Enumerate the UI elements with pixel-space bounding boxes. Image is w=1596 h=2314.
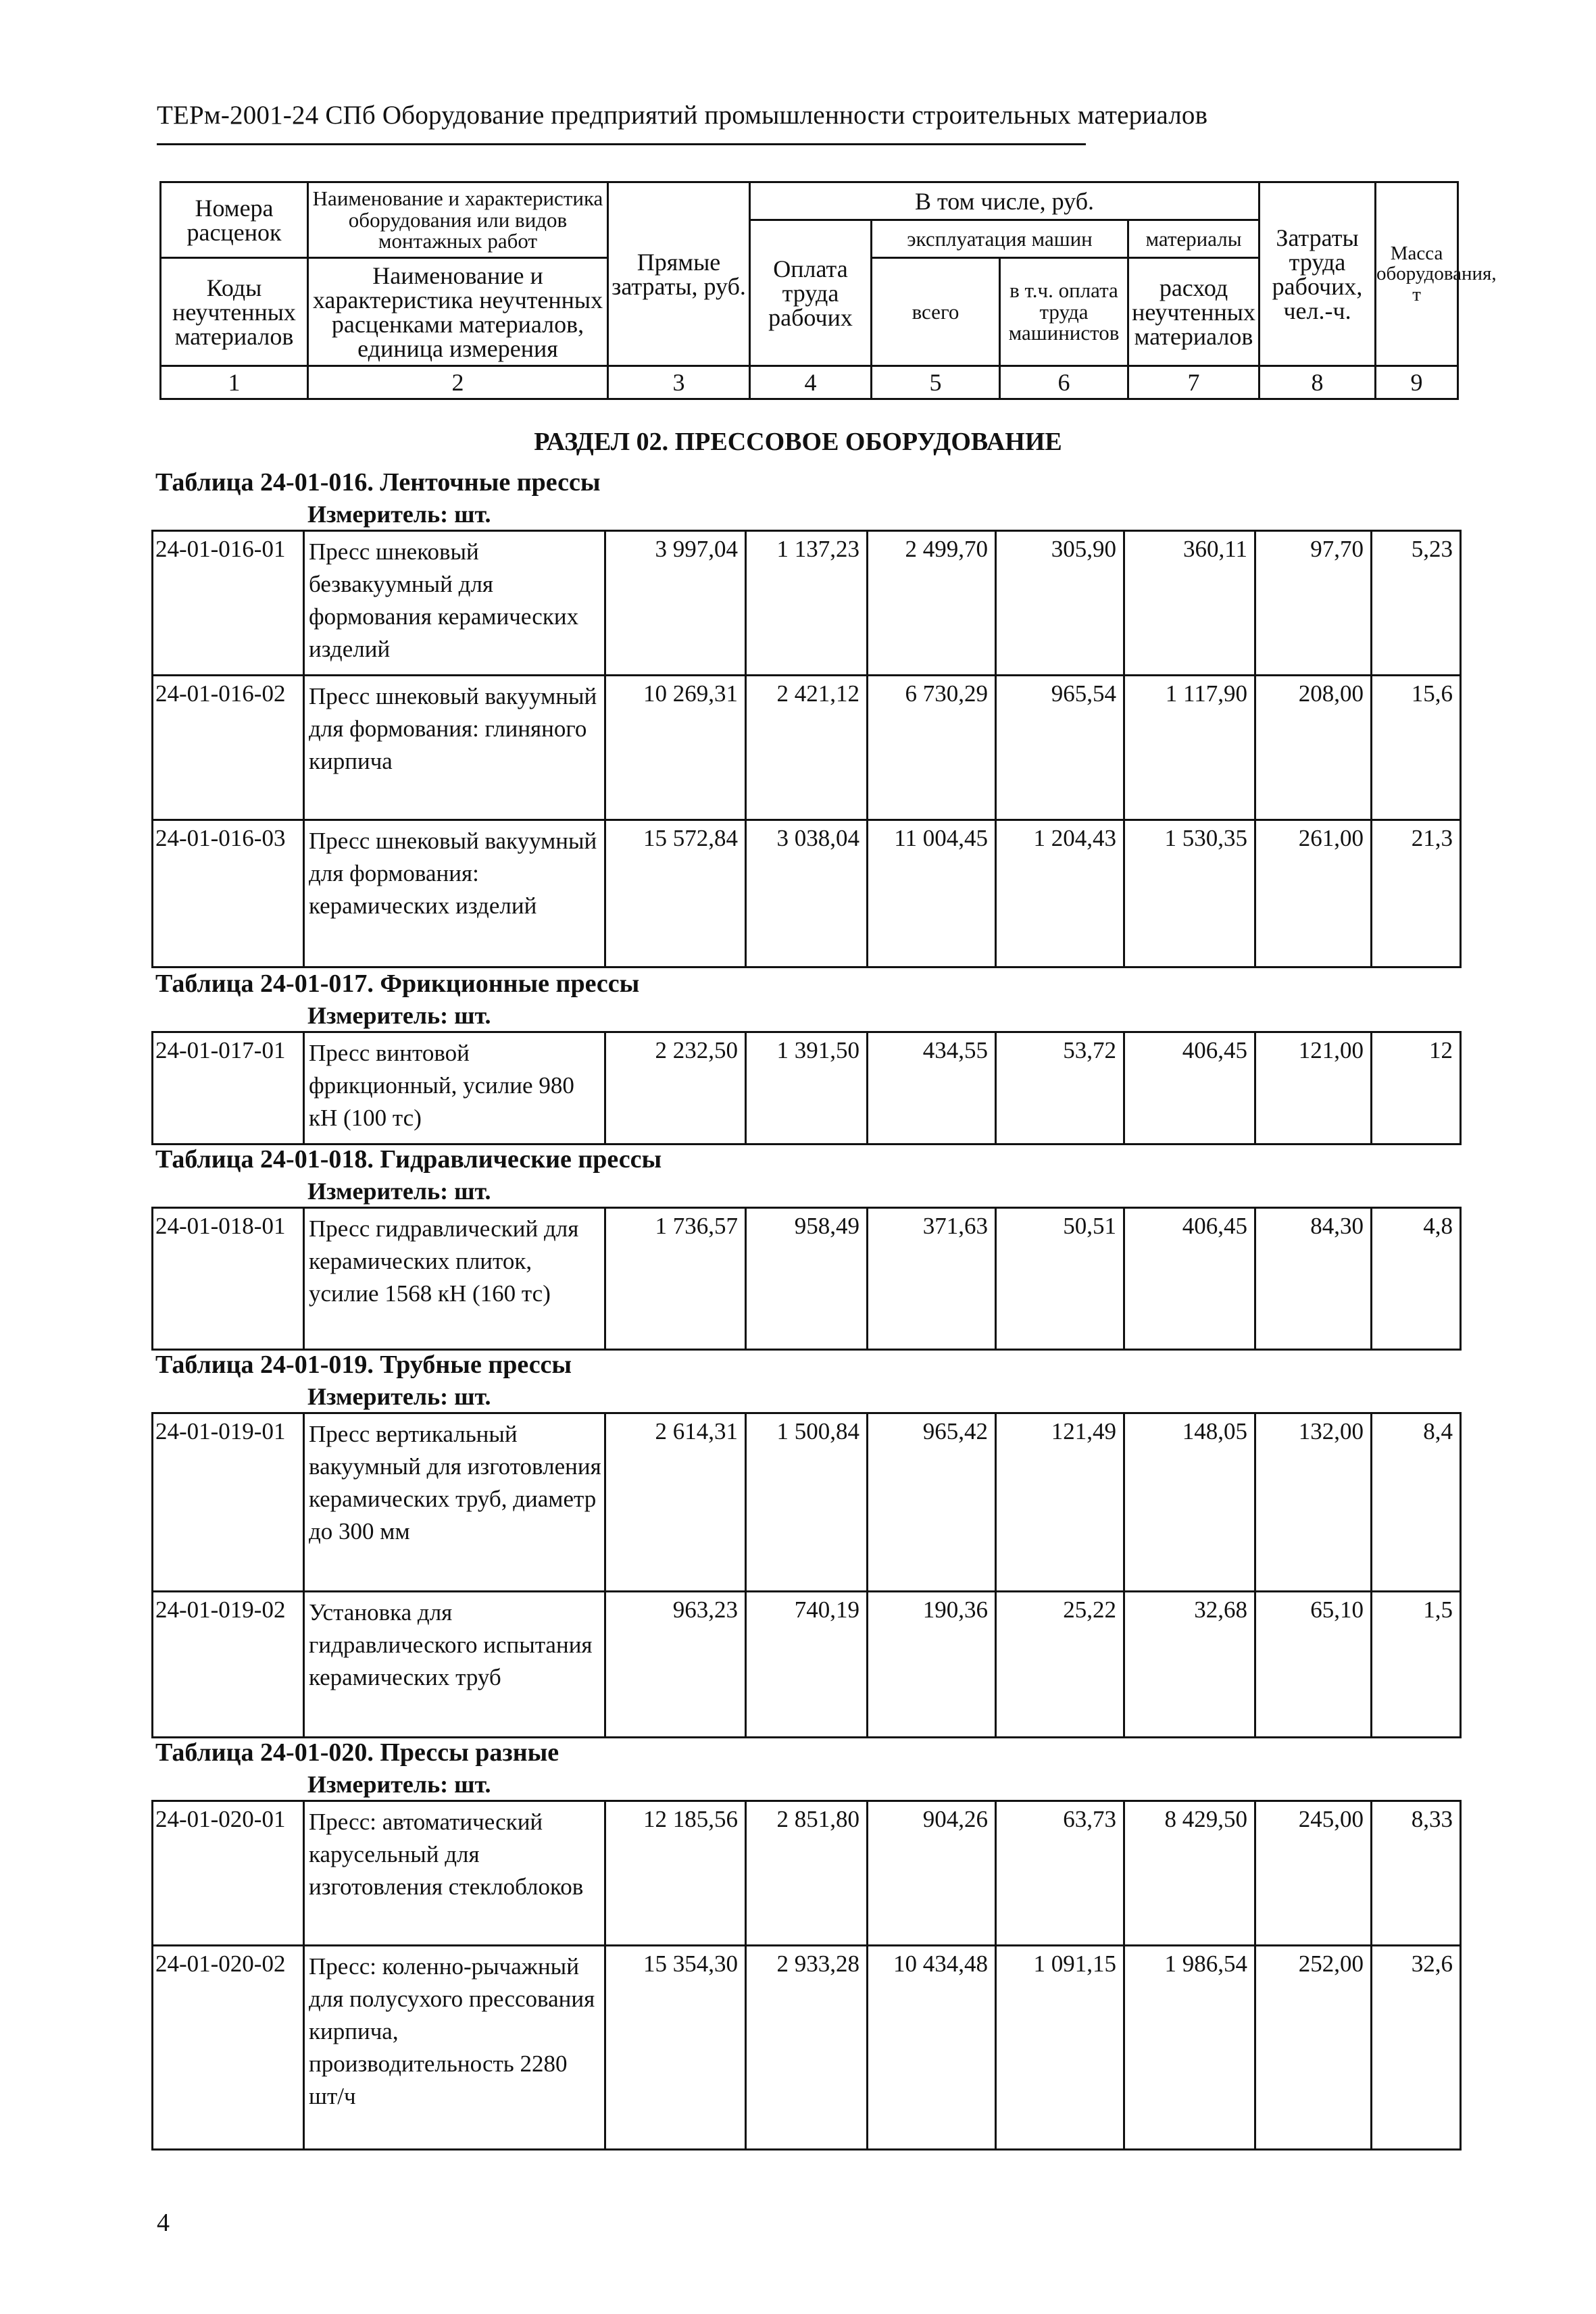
table-caption: Таблица 24-01-019. Трубные прессы (155, 1351, 572, 1379)
labor-hours: 84,30 (1255, 1208, 1372, 1350)
operator-pay: 63,73 (996, 1801, 1124, 1946)
direct-costs: 10 269,31 (605, 676, 746, 820)
table-row (153, 676, 1461, 820)
header-direct-costs: Прямые затраты, руб. (608, 182, 750, 366)
rate-name: Пресс вертикальный вакуумный для изготовления керамических труб, диаметр до 300 мм (304, 1413, 605, 1592)
table-row (153, 1801, 1461, 1946)
header-including-group: В том числе, руб. (750, 182, 1260, 220)
worker-pay: 1 391,50 (746, 1032, 868, 1145)
equipment-mass: 21,3 (1372, 820, 1461, 967)
materials-cost: 1 117,90 (1124, 676, 1255, 820)
table-caption: Таблица 24-01-018. Гидравлические прессы (155, 1145, 662, 1174)
labor-hours: 97,70 (1255, 531, 1372, 676)
machines-total: 904,26 (868, 1801, 996, 1946)
table-measure: Измеритель: шт. (307, 1383, 491, 1410)
equipment-mass: 15,6 (1372, 676, 1461, 820)
materials-cost: 360,11 (1124, 531, 1255, 676)
materials-cost: 8 429,50 (1124, 1801, 1255, 1946)
equipment-mass: 5,23 (1372, 531, 1461, 676)
operator-pay: 50,51 (996, 1208, 1124, 1350)
machines-total: 10 434,48 (868, 1946, 996, 2150)
rate-name: Пресс: автоматический карусельный для изготовления стеклоблоков (304, 1801, 605, 1946)
operator-pay: 305,90 (996, 531, 1124, 676)
operator-pay: 53,72 (996, 1032, 1124, 1145)
table-row (153, 1592, 1461, 1738)
column-number: 6 (1000, 366, 1128, 399)
running-title: ТЕРм-2001-24 СПб Оборудование предприятий промышленности строительных материалов (157, 101, 1208, 130)
header-labor-hours: Затраты труда рабочих, чел.-ч. (1260, 182, 1376, 366)
worker-pay: 740,19 (746, 1592, 868, 1738)
worker-pay: 958,49 (746, 1208, 868, 1350)
operator-pay: 25,22 (996, 1592, 1124, 1738)
column-number: 4 (750, 366, 872, 399)
operator-pay: 121,49 (996, 1413, 1124, 1592)
rates-table (151, 530, 1462, 968)
table-caption: Таблица 24-01-020. Прессы разные (155, 1738, 559, 1767)
title-rule (157, 143, 1086, 145)
header-equipment-mass: Масса оборудования, т (1376, 182, 1458, 366)
column-number: 2 (308, 366, 608, 399)
table-row (153, 820, 1461, 967)
machines-total: 11 004,45 (868, 820, 996, 967)
direct-costs: 2 614,31 (605, 1413, 746, 1592)
table-caption: Таблица 24-01-017. Фрикционные прессы (155, 970, 640, 998)
column-header-table (159, 181, 1497, 400)
worker-pay: 1 500,84 (746, 1413, 868, 1592)
materials-cost: 406,45 (1124, 1208, 1255, 1350)
rate-name: Пресс гидравлический для керамических плиток, усилие 1568 кН (160 тс) (304, 1208, 605, 1350)
rate-code: 24-01-018-01 (153, 1208, 304, 1350)
table-row (153, 531, 1461, 676)
machines-total: 434,55 (868, 1032, 996, 1145)
labor-hours: 132,00 (1255, 1413, 1372, 1592)
equipment-mass: 1,5 (1372, 1592, 1461, 1738)
machines-total: 2 499,70 (868, 531, 996, 676)
machines-total: 6 730,29 (868, 676, 996, 820)
equipment-mass: 4,8 (1372, 1208, 1461, 1350)
operator-pay: 1 091,15 (996, 1946, 1124, 2150)
rate-name: Пресс: коленно-рычажный для полусухого прессования кирпича, производительность 2280 шт/ч (304, 1946, 605, 2150)
column-number: 1 (161, 366, 308, 399)
header-machines-total: всего (872, 258, 1000, 366)
materials-cost: 1 986,54 (1124, 1946, 1255, 2150)
equipment-mass: 8,33 (1372, 1801, 1461, 1946)
materials-cost: 32,68 (1124, 1592, 1255, 1738)
labor-hours: 252,00 (1255, 1946, 1372, 2150)
rate-code: 24-01-020-01 (153, 1801, 304, 1946)
header-operator-pay: в т.ч. оплата труда машинистов (1000, 258, 1128, 366)
rate-name: Пресс шнековый вакуумный для формования: глиняного кирпича (304, 676, 605, 820)
direct-costs: 15 572,84 (605, 820, 746, 967)
rate-code: 24-01-016-02 (153, 676, 304, 820)
rate-code: 24-01-019-02 (153, 1592, 304, 1738)
page-number: 4 (157, 2209, 170, 2237)
direct-costs: 3 997,04 (605, 531, 746, 676)
rate-name: Установка для гидравлического испытания керамических труб (304, 1592, 605, 1738)
table-row (153, 1946, 1461, 2150)
rate-code: 24-01-017-01 (153, 1032, 304, 1145)
rate-code: 24-01-019-01 (153, 1413, 304, 1592)
worker-pay: 2 851,80 (746, 1801, 868, 1946)
column-number: 3 (608, 366, 750, 399)
table-caption: Таблица 24-01-016. Ленточные прессы (155, 468, 601, 497)
header-rate-numbers: Номера расценок (161, 182, 308, 258)
rate-code: 24-01-016-01 (153, 531, 304, 676)
rates-table (151, 1412, 1462, 1738)
table-measure: Измеритель: шт. (307, 1002, 491, 1029)
rates-table (151, 1031, 1462, 1145)
operator-pay: 965,54 (996, 676, 1124, 820)
worker-pay: 3 038,04 (746, 820, 868, 967)
labor-hours: 208,00 (1255, 676, 1372, 820)
direct-costs: 2 232,50 (605, 1032, 746, 1145)
operator-pay: 1 204,43 (996, 820, 1124, 967)
column-number: 8 (1260, 366, 1376, 399)
header-unaccounted-materials: Наименование и характеристика неучтенных расценками материалов, единица измерения (308, 258, 608, 366)
direct-costs: 963,23 (605, 1592, 746, 1738)
table-measure: Измеритель: шт. (307, 1771, 491, 1798)
rate-name: Пресс шнековый безвакуумный для формования керамических изделий (304, 531, 605, 676)
labor-hours: 245,00 (1255, 1801, 1372, 1946)
table-row (153, 1208, 1461, 1350)
direct-costs: 1 736,57 (605, 1208, 746, 1350)
materials-cost: 148,05 (1124, 1413, 1255, 1592)
table-measure: Измеритель: шт. (307, 1178, 491, 1205)
column-numbers-row (161, 366, 1458, 399)
worker-pay: 2 421,12 (746, 676, 868, 820)
header-unaccounted-codes: Коды неучтенных материалов (161, 258, 308, 366)
equipment-mass: 8,4 (1372, 1413, 1461, 1592)
rate-code: 24-01-016-03 (153, 820, 304, 967)
equipment-mass: 32,6 (1372, 1946, 1461, 2150)
table-measure: Измеритель: шт. (307, 501, 491, 528)
worker-pay: 2 933,28 (746, 1946, 868, 2150)
machines-total: 190,36 (868, 1592, 996, 1738)
column-number: 7 (1128, 366, 1260, 399)
machines-total: 371,63 (868, 1208, 996, 1350)
rates-table (151, 1800, 1462, 2150)
equipment-mass: 12 (1372, 1032, 1461, 1145)
worker-pay: 1 137,23 (746, 531, 868, 676)
direct-costs: 12 185,56 (605, 1801, 746, 1946)
table-row (153, 1032, 1461, 1145)
header-equipment-name: Наименование и характеристика оборудования или видов монтажных работ (308, 182, 608, 258)
direct-costs: 15 354,30 (605, 1946, 746, 2150)
materials-cost: 406,45 (1124, 1032, 1255, 1145)
header-worker-pay: Оплата труда рабочих (750, 220, 872, 366)
column-number: 5 (872, 366, 1000, 399)
labor-hours: 65,10 (1255, 1592, 1372, 1738)
machines-total: 965,42 (868, 1413, 996, 1592)
table-row (153, 1413, 1461, 1592)
header-machines-group: эксплуатация машин (872, 220, 1128, 258)
materials-cost: 1 530,35 (1124, 820, 1255, 967)
rates-table (151, 1207, 1462, 1351)
rate-name: Пресс винтовой фрикционный, усилие 980 кН (100 тс) (304, 1032, 605, 1145)
labor-hours: 261,00 (1255, 820, 1372, 967)
header-materials-group: материалы (1128, 220, 1260, 258)
section-title: РАЗДЕЛ 02. ПРЕССОВОЕ ОБОРУДОВАНИЕ (534, 428, 1062, 456)
header-materials-consumption: расход неучтенных материалов (1128, 258, 1260, 366)
rate-name: Пресс шнековый вакуумный для формования: керамических изделий (304, 820, 605, 967)
rate-code: 24-01-020-02 (153, 1946, 304, 2150)
labor-hours: 121,00 (1255, 1032, 1372, 1145)
column-number: 9 (1376, 366, 1458, 399)
